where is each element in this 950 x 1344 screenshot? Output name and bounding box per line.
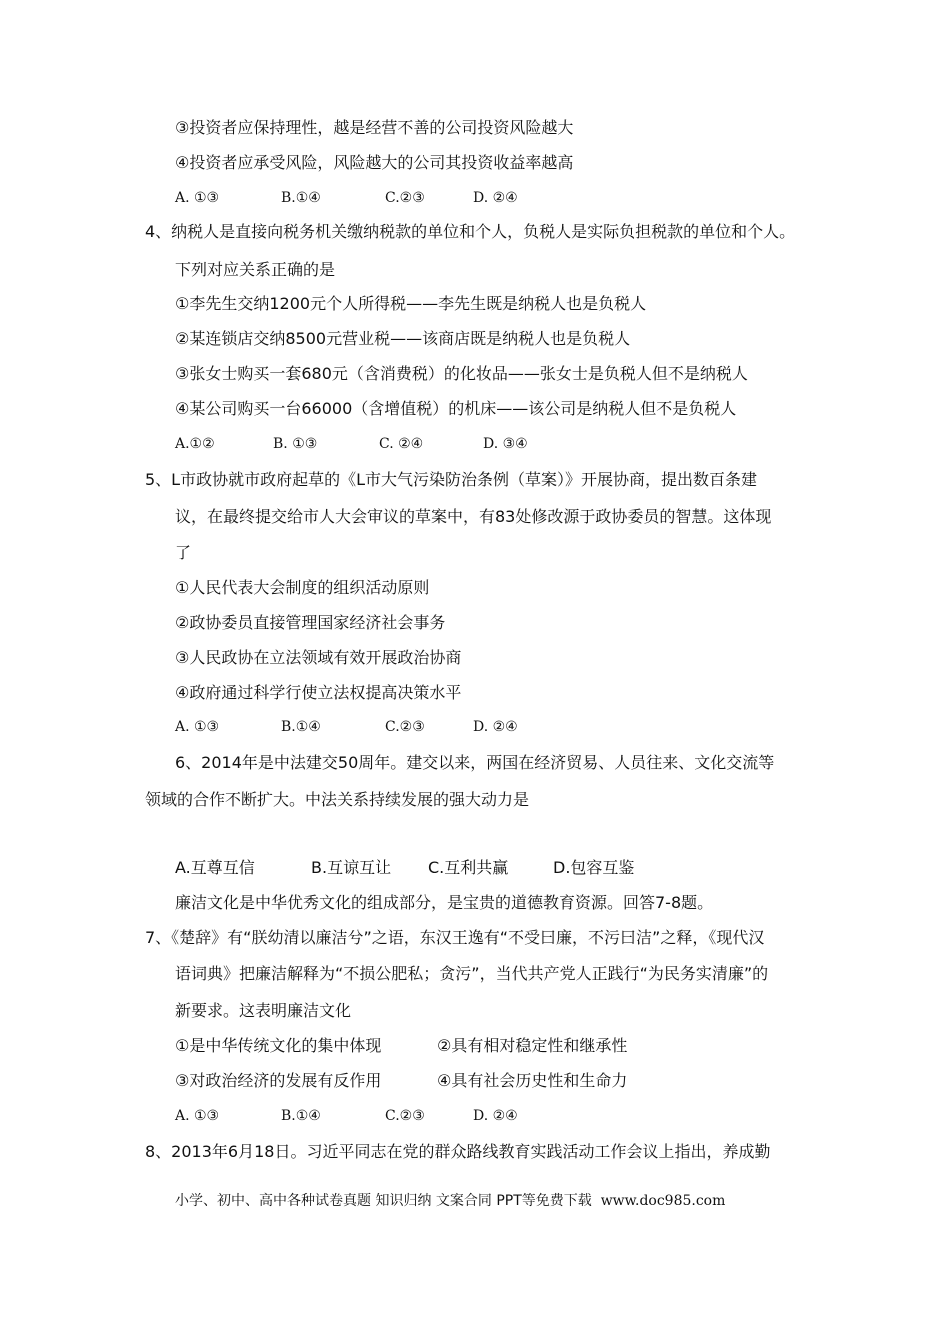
option-b: B.①④: [281, 1108, 321, 1124]
q5-item-2: ②政协委员直接管理国家经济社会事务: [175, 613, 446, 632]
q7-stem-line-3: 新要求。这表明廉洁文化: [175, 1001, 352, 1020]
q4-item-2: ②某连锁店交纳8500元营业税——该商店既是纳税人也是负税人: [175, 329, 631, 348]
q7-options: [175, 1106, 518, 1126]
option-d: D. ③④: [483, 436, 528, 452]
q5-stem-line-2: 议，在最终提交给市人大会审议的草案中，有83处修改源于政协委员的智慧。这体现: [175, 507, 772, 526]
q7-item-3: ③对政治经济的发展有反作用: [175, 1071, 382, 1090]
option-d: D. ②④: [473, 1108, 518, 1124]
q4-stem-line-2: 下列对应关系正确的是: [175, 260, 336, 279]
q4-item-3: ③张女士购买一套680元（含消费税）的化妆品——张女士是负税人但不是纳税人: [175, 364, 748, 383]
option-a: A. ①③: [175, 719, 220, 735]
page-footer: [175, 1191, 725, 1211]
q6-stem-line-1: 6、2014年是中法建交50周年。建交以来，两国在经济贸易、人员往来、文化交流等: [175, 753, 775, 772]
q7-item-2: ②具有相对稳定性和继承性: [437, 1036, 628, 1055]
option-d: D. ②④: [473, 719, 518, 735]
option-b: B.互谅互让: [311, 858, 392, 877]
q8-stem-line-1: 8、2013年6月18日。习近平同志在党的群众路线教育实践活动工作会议上指出，养成勤: [145, 1142, 771, 1161]
q5-item-4: ④政府通过科学行使立法权提高决策水平: [175, 683, 462, 702]
q3-item-3: ③投资者应保持理性，越是经营不善的公司投资风险越大: [175, 118, 574, 137]
option-c: C.互利共赢: [428, 858, 509, 877]
q3-item-4: ④投资者应承受风险，风险越大的公司其投资收益率越高: [175, 153, 574, 172]
option-c: C.②③: [385, 1108, 425, 1124]
q5-item-1: ①人民代表大会制度的组织活动原则: [175, 578, 430, 597]
option-c: C. ②④: [379, 436, 424, 452]
q7-stem-line-1: 7、《楚辞》有“朕幼清以廉洁兮”之语，东汉王逸有“不受曰廉，不污曰洁”之释，《现代汉: [145, 928, 765, 947]
q5-stem-line-1: 5、L市政协就市政府起草的《L市大气污染防治条例（草案）》开展协商，提出数百条建: [145, 470, 758, 489]
option-d: D. ②④: [473, 190, 518, 206]
q7-stem-line-2: 语词典》把廉洁解释为“不损公肥私；贪污”，当代共产党人正践行“为民务实清廉”的: [175, 964, 769, 983]
q7-item-4: ④具有社会历史性和生命力: [437, 1071, 628, 1090]
q4-item-1: ①李先生交纳1200元个人所得税——李先生既是纳税人也是负税人: [175, 294, 647, 313]
option-b: B. ①③: [273, 436, 318, 452]
footer-text: 小学、初中、高中各种试卷真题 知识归纳 文案合同 PPT等免费下载: [175, 1193, 592, 1209]
q3-options: [175, 188, 518, 208]
q4-options: [175, 434, 528, 454]
q6-stem-line-2: 领域的合作不断扩大。中法关系持续发展的强大动力是: [145, 790, 530, 809]
intro-7-8: 廉洁文化是中华优秀文化的组成部分，是宝贵的道德教育资源。回答7-8题。: [175, 893, 714, 912]
q6-options: [175, 858, 634, 878]
q5-stem-line-3: 了: [175, 543, 192, 562]
option-a: A.互尊互信: [175, 858, 255, 877]
option-a: A. ①③: [175, 190, 220, 206]
option-a: A. ①③: [175, 1108, 220, 1124]
option-b: B.①④: [281, 190, 321, 206]
option-c: C.②③: [385, 190, 425, 206]
q4-stem-line-1: 4、纳税人是直接向税务机关缴纳税款的单位和个人，负税人是实际负担税款的单位和个人。: [145, 222, 796, 241]
q7-item-1: ①是中华传统文化的集中体现: [175, 1036, 382, 1055]
q5-item-3: ③人民政协在立法领域有效开展政治协商: [175, 648, 462, 667]
option-a: A.①②: [175, 436, 215, 452]
option-c: C.②③: [385, 719, 425, 735]
q5-options: [175, 717, 518, 737]
option-d: D.包容互鉴: [553, 858, 635, 877]
option-b: B.①④: [281, 719, 321, 735]
footer-url: www.doc985.com: [600, 1193, 726, 1209]
q4-item-4: ④某公司购买一台66000（含增值税）的机床——该公司是纳税人但不是负税人: [175, 399, 737, 418]
